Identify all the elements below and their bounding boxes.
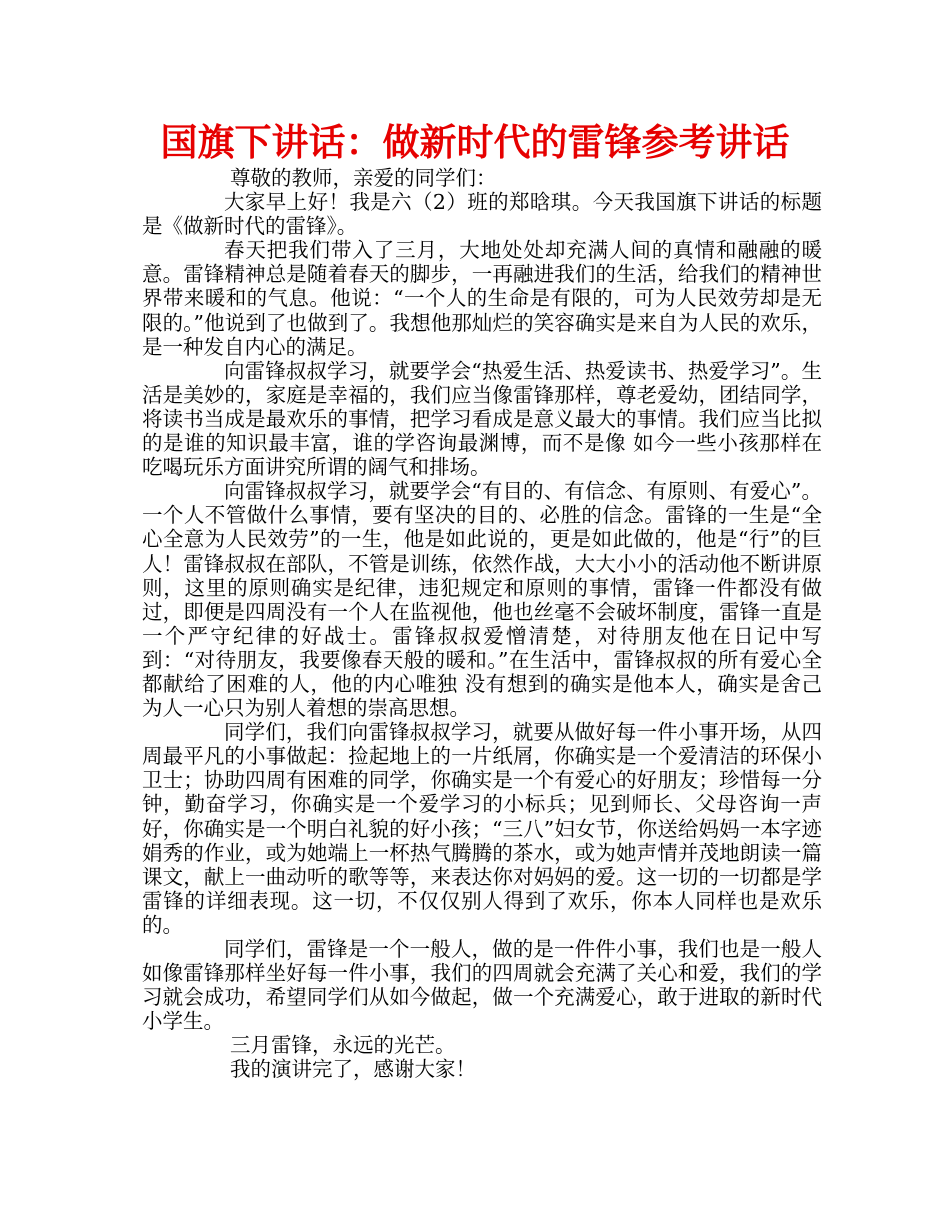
- paragraph-intro: 大家早上好！我是六（2）班的郑晗琪。今天我国旗下讲话的标题是《做新时代的雷锋》。: [142, 190, 822, 239]
- paragraph-small-things: 同学们，我们向雷锋叔叔学习，就要从做好每一件小事开场，从四周最平凡的小事做起：捡起地上的一片纸屑，你确实是一个爱清洁的环保小卫士；协助四周有困难的同学，你确实是一个有爱心的好朋友；珍惜每一分钟，勤奋学习，你确实是一个爱学习的小标兵；见到师长、父母咨询一声好，你确实是一个明白礼貌的好小孩；“三八”妇女节，你送给妈妈一本字迹娟秀的作业，或为她端上一杯热气腾腾的茶水，或为她声情并茂地朗读一篇课文，献上一曲动听的歌等等，来表达你对妈妈的爱。这一切的一切都是学雷锋的详细表现。这一切，不仅仅别人得到了欢乐，你本人同样也是欢乐的。: [142, 720, 822, 937]
- paragraph-closing: 我的演讲完了，感谢大家！: [230, 1057, 476, 1082]
- paragraph-greeting: 尊敬的教师，亲爱的同学们：: [230, 166, 497, 190]
- paragraph-slogan: 三月雷锋，永远的光芒。: [230, 1033, 456, 1058]
- paragraph-ordinary-person: 同学们，雷锋是一个一般人，做的是一件件小事，我们也是一般人如像雷锋那样坐好每一件小事，我们的四周就会充满了关心和爱，我们的学习就会成功，希望同学们从如今做起，做一个充满爱心，敢于进取的新时代小学生。: [142, 937, 822, 1034]
- paragraph-spring: 春天把我们带入了三月，大地处处却充满人间的真情和融融的暖意。雷锋精神总是随着春天的脚步，一再融进我们的生活，给我们的精神世界带来暖和的气息。他说：“一个人的生命是有限的，可为人民效劳却是无限的。”他说到了也做到了。我想他那灿烂的笑容确实是来自为人民的欢乐，是一种发自内心的满足。: [142, 238, 822, 359]
- paragraph-love-life: 向雷锋叔叔学习，就要学会“热爱生活、热爱读书、热爱学习”。生活是美妙的，家庭是幸福的，我们应当像雷锋那样，尊老爱幼，团结同学，将读书当成是最欢乐的事情，把学习看成是意义最大的事情。我们应当比拟的是谁的知识最丰富，谁的学咨询最渊博，而不是像 如今一些小孩那样在吃喝玩乐方面讲究所谓的阔气和排场。: [142, 358, 822, 480]
- document-title: 国旗下讲话：做新时代的雷锋参考讲话: [160, 121, 790, 164]
- document-body: [142, 166, 822, 1082]
- paragraph-principles: 向雷锋叔叔学习，就要学会“有目的、有信念、有原则、有爱心”。一个人不管做什么事情，要有坚决的目的、必胜的信念。雷锋的一生是“全心全意为人民效劳”的一生，他是如此说的，更是如此做的，他是“行”的巨人！雷锋叔叔在部队，不管是训练，依然作战，大大小小的活动他不断讲原则，这里的原则确实是纪律，违犯规定和原则的事情，雷锋一件都没有做过，即便是四周没有一个人在监视他，他也丝毫不会破坏制度，雷锋一直是一个严守纪律的好战士。雷锋叔叔爱憎清楚，对待朋友他在日记中写到：“对待朋友，我要像春天般的暖和。”在生活中，雷锋叔叔的所有爱心全都献给了困难的人，他的内心唯独 没有想到的确实是他本人，确实是舍己为人一心只为别人着想的崇高思想。: [142, 479, 822, 721]
